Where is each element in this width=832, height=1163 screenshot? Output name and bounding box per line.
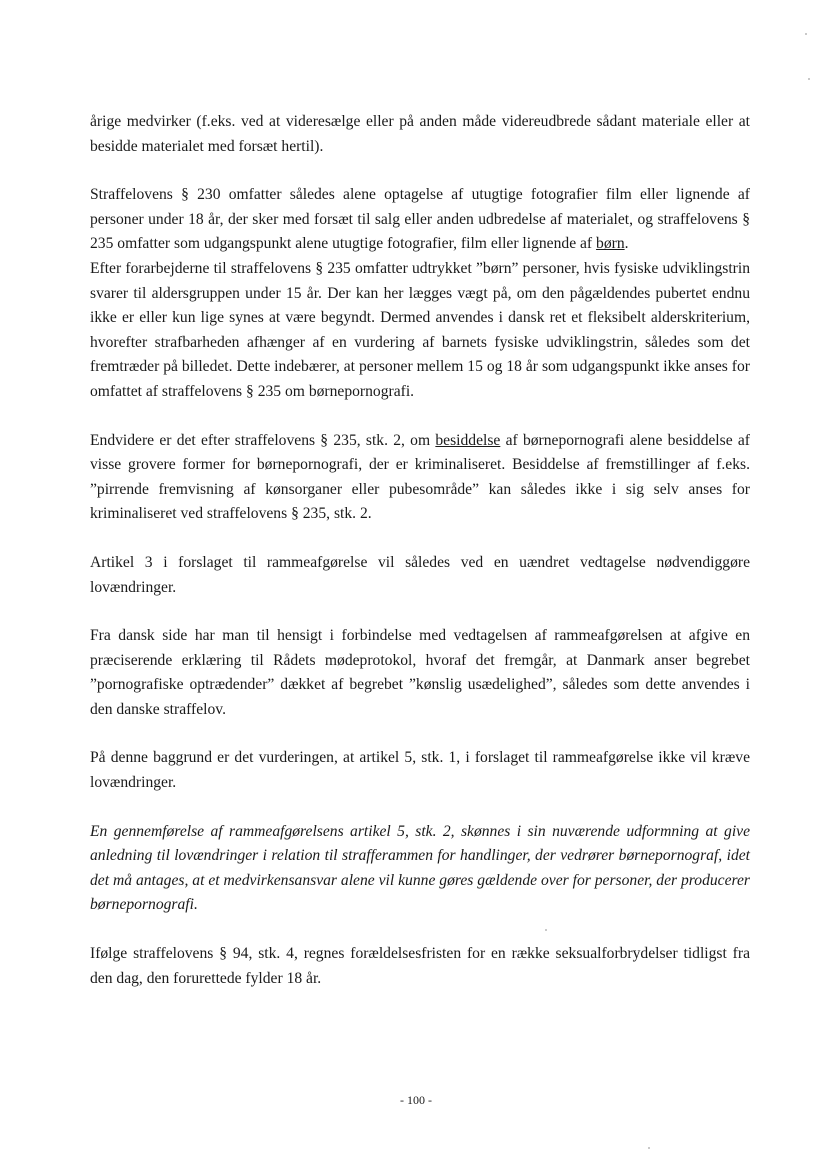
paragraph-9: Ifølge straffelovens § 94, stk. 4, regnes forældelsesfristen for en række seksualforbrydelser tidligst fra den dag, den forurettede fylder 18 år. <box>90 945 750 987</box>
scan-speck <box>805 33 807 35</box>
body-text <box>90 110 750 1015</box>
scan-speck <box>545 929 547 931</box>
paragraph-4-text: Endvidere er det efter straffelovens § 235, stk. 2, om <box>90 431 436 449</box>
paragraph-2-text: Straffelovens § 230 omfatter således alene optagelse af utugtige fotografier film eller lignende af personer under 18 år, der sker med forsæt til salg eller anden udbredelse af materialet, og straffelovens § 235 omfatter som udgangspunkt alene utugtige fotografier, film eller lignende af <box>90 186 750 253</box>
paragraph-2-end: . <box>624 235 629 253</box>
paragraph-6: Fra dansk side har man til hensigt i forbindelse med vedtagelsen af rammeafgørelsen at afgive en præciserende erklæring til Rådets mødeprotokol, hvoraf det fremgår, at Danmark anser begrebet ”pornografiske optrædender” dækket af begrebet ”kønslig usædelighed”, således som dette anvendes i den danske straffelov. <box>90 627 750 718</box>
underlined-term-born: børn <box>596 235 625 253</box>
underlined-term-besiddelse: besiddelse <box>435 431 501 449</box>
paragraph-7: På denne baggrund er det vurderingen, at artikel 5, stk. 1, i forslaget til rammeafgørelse ikke vil kræve lovændringer. <box>90 749 750 792</box>
paragraph-3: Efter forarbejderne til straffelovens § 235 omfatter udtrykket ”børn” personer, hvis fysiske udviklingstrin svarer til aldersgruppen under 15 år. Der kan her lægges vægt på, om den pågældendes pubertet endnu ikke er eller kun lige synes at være begyndt. Dermed anvendes i dansk ret et fleksibelt alderskriterium, hvorefter strafbarheden afhænger af en vurdering af barnets fysiske udviklingstrin, således som det fremtræder på billedet. Dette indebærer, at personer mellem 15 og 18 år som udgangspunkt ikke anses for omfattet af straffelovens § 235 om børnepornografi. <box>90 259 750 400</box>
paragraph-4-end: af børnepornografi alene besiddelse af visse grovere former for børnepornografi, der er kriminaliseret. Besiddelse af fremstillinger af f.eks. ”pirrende fremvisning af kønsorganer eller pubesområde” kan således ikke i sig selv anses for kriminaliseret ved straffelovens § 235, stk. 2. <box>90 431 750 523</box>
paragraph-2 <box>90 183 750 257</box>
page-number: - 100 - <box>400 1093 432 1107</box>
scan-speck <box>808 78 810 80</box>
paragraph-8-italic: En gennemførelse af rammeafgørelsens artikel 5, stk. 2, skønnes i sin nuværende udformning at give anledning til lovændringer i relation til strafferammen for handlinger, der vedrører børnepornograf, idet det må antages, at et medvirkensansvar alene vil kunne gøres gældende over for personer, der producerer børnepornografi. <box>90 822 750 914</box>
paragraph-5: Artikel 3 i forslaget til rammeafgørelse vil således ved en uændret vedtagelse nødvendiggøre lovændringer. <box>90 553 750 596</box>
paragraph-1: årige medvirker (f.eks. ved at videresælge eller på anden måde videreudbrede sådant materiale eller at besidde materialet med forsæt hertil). <box>90 113 750 155</box>
paragraph-4 <box>90 429 750 527</box>
scan-speck <box>648 1147 650 1149</box>
